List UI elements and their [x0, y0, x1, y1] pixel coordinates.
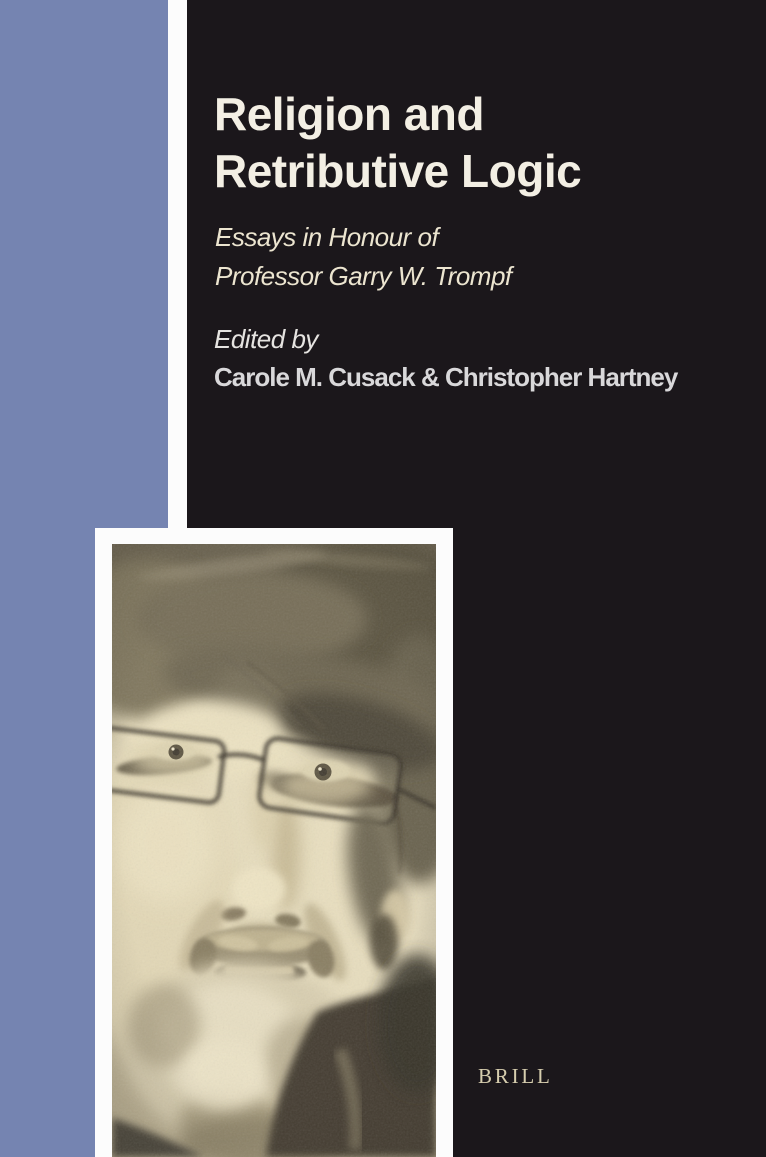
- book-subtitle-line-2: Professor Garry W. Trompf: [215, 261, 512, 291]
- book-title: [214, 86, 581, 200]
- publisher-logo: BRILL: [478, 1064, 553, 1088]
- book-title-line-1: Religion and: [214, 88, 484, 140]
- portrait-photo: [112, 544, 436, 1157]
- editors-names: Carole M. Cusack & Christopher Hartney: [214, 362, 678, 392]
- book-subtitle: [215, 218, 512, 296]
- book-subtitle-line-1: Essays in Honour of: [215, 222, 439, 252]
- portrait-photo-frame: [95, 528, 453, 1157]
- photo-grain: [112, 544, 436, 1157]
- book-title-line-2: Retributive Logic: [214, 145, 582, 197]
- edited-by-label: Edited by: [214, 324, 318, 354]
